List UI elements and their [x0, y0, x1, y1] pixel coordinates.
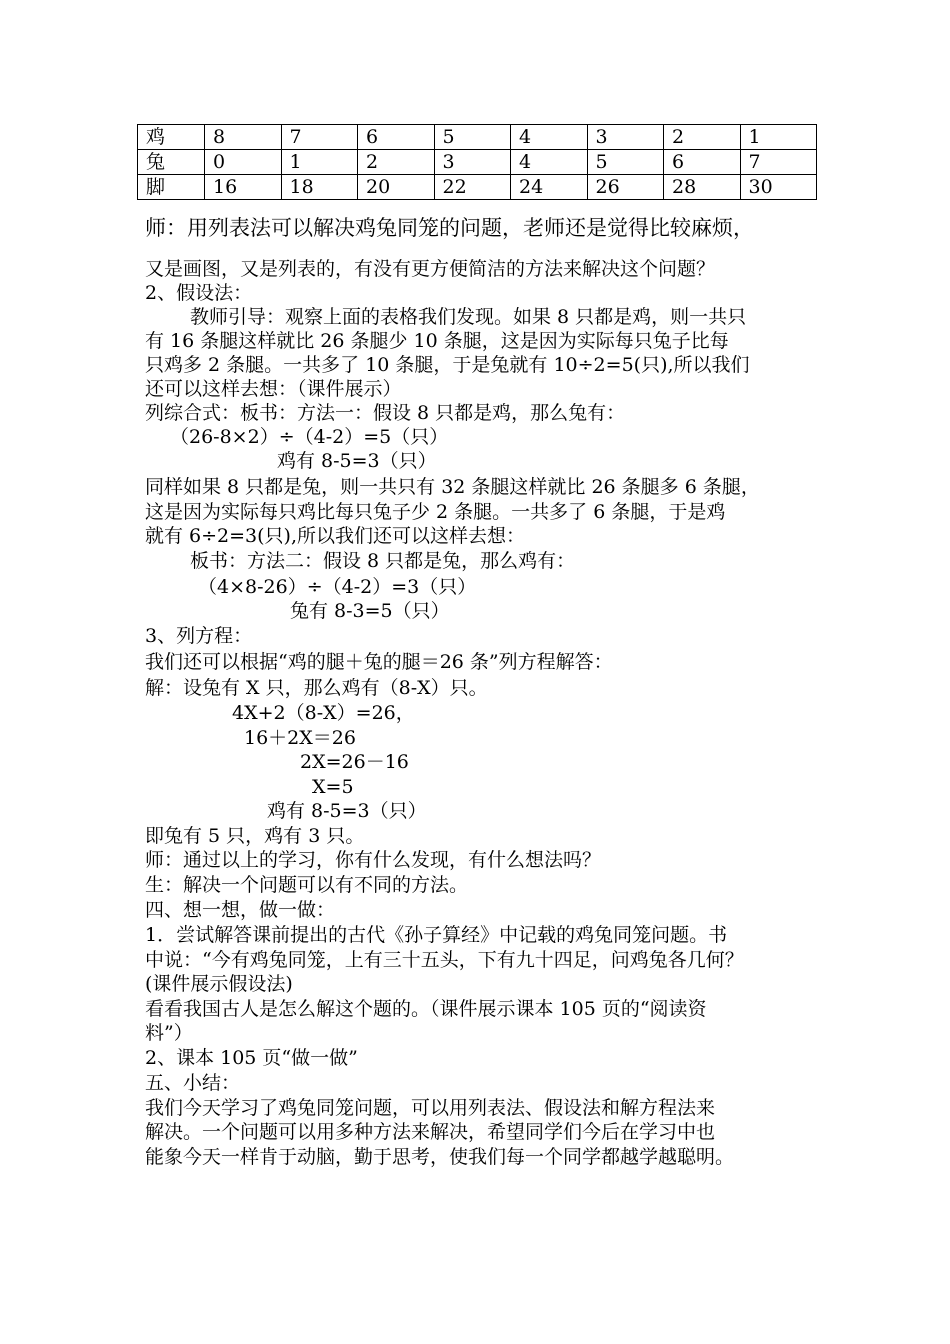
table-cell: 24: [511, 175, 588, 200]
table-cell: 6: [664, 150, 741, 175]
text-line: 师：通过以上的学习，你有什么发现，有什么想法吗？: [145, 849, 602, 871]
chicken-rabbit-table: [137, 124, 817, 200]
table-row: [138, 150, 817, 175]
table-cell: 22: [434, 175, 511, 200]
table-cell: 28: [664, 175, 741, 200]
equation-line: 4X+2（8-X）=26，: [232, 702, 415, 724]
text-line: 教师引导：观察上面的表格我们发现。如果 8 只都是鸡，则一共只: [190, 306, 747, 328]
section-heading: 五、小结：: [145, 1072, 241, 1094]
formula-line: （4×8-26）÷（4-2）=3（只）: [198, 576, 477, 598]
text-line: 只鸡多 2 条腿。一共多了 10 条腿，于是兔就有 10÷2=5(只),所以我们: [145, 354, 750, 376]
text-line: 师：用列表法可以解决鸡兔同笼的问题，老师还是觉得比较麻烦，: [145, 216, 754, 240]
table-cell: 7: [740, 150, 817, 175]
text-line: 解决。一个问题可以用多种方法来解决，希望同学们今后在学习中也: [145, 1121, 716, 1143]
table-cell: 7: [281, 125, 358, 150]
table-cell: 8: [205, 125, 282, 150]
section-heading: 2、假设法：: [145, 282, 253, 304]
equation-line: 2X=26－16: [300, 751, 409, 773]
section-heading: 3、列方程：: [145, 625, 253, 647]
table-cell: 30: [740, 175, 817, 200]
table-cell: 2: [358, 150, 435, 175]
row-label: 鸡: [138, 125, 205, 150]
text-line: 有 16 条腿这样就比 26 条腿少 10 条腿，这是因为实际每只兔子比每: [145, 330, 729, 352]
row-label: 脚: [138, 175, 205, 200]
table-cell: 26: [587, 175, 664, 200]
text-line: 能象今天一样肯于动脑，勤于思考，使我们每一个同学都越学越聪明。: [145, 1146, 735, 1168]
table-cell: 5: [434, 125, 511, 150]
text-line: 2、课本 105 页“做一做”: [145, 1047, 358, 1069]
table-cell: 20: [358, 175, 435, 200]
formula-line: 兔有 8-3=5（只）: [290, 600, 450, 622]
table-cell: 4: [511, 150, 588, 175]
text-line: 即兔有 5 只，鸡有 3 只。: [145, 825, 365, 847]
text-line: 解：设兔有 X 只，那么鸡有（8-X）只。: [145, 677, 488, 699]
table-cell: 1: [740, 125, 817, 150]
equation-line: 鸡有 8-5=3（只）: [267, 800, 427, 822]
table-cell: 5: [587, 150, 664, 175]
text-line: 我们还可以根据“鸡的腿＋兔的腿＝26 条”列方程解答：: [145, 651, 613, 673]
section-heading: 四、想一想，做一做：: [145, 899, 336, 921]
formula-line: 鸡有 8-5=3（只）: [277, 450, 437, 472]
table-cell: 18: [281, 175, 358, 200]
table-cell: 3: [587, 125, 664, 150]
text-line: 料”）: [145, 1022, 193, 1044]
table-row: [138, 125, 817, 150]
table-cell: 1: [281, 150, 358, 175]
text-line: 又是画图，又是列表的，有没有更方便简洁的方法来解决这个问题？: [145, 258, 716, 280]
equation-line: 16＋2X＝26: [244, 727, 356, 749]
table-cell: 3: [434, 150, 511, 175]
formula-line: （26-8×2）÷（4-2）=5（只）: [170, 426, 449, 448]
text-line: 生：解决一个问题可以有不同的方法。: [145, 874, 469, 896]
table-row: [138, 175, 817, 200]
text-line: 这是因为实际每只鸡比每只兔子少 2 条腿。一共多了 6 条腿，于是鸡: [145, 501, 726, 523]
table-cell: 16: [205, 175, 282, 200]
text-line: 看看我国古人是怎么解这个题的。（课件展示课本 105 页的“阅读资: [145, 998, 707, 1020]
text-line: 板书：方法二：假设 8 只都是兔，那么鸡有：: [190, 550, 576, 572]
text-line: (课件展示假设法): [145, 973, 293, 995]
text-line: 1．尝试解答课前提出的古代《孙子算经》中记载的鸡兔同笼问题。书: [145, 924, 728, 946]
table-cell: 2: [664, 125, 741, 150]
text-line: 我们今天学习了鸡兔同笼问题，可以用列表法、假设法和解方程法来: [145, 1097, 716, 1119]
table-cell: 4: [511, 125, 588, 150]
text-line: 就有 6÷2=3(只),所以我们还可以这样去想：: [145, 525, 526, 547]
text-line: 中说：“今有鸡兔同笼，上有三十五头，下有九十四足，问鸡兔各几何？: [145, 949, 744, 971]
text-line: 列综合式：板书：方法一：假设 8 只都是鸡，那么兔有：: [145, 402, 626, 424]
text-line: 同样如果 8 只都是兔，则一共只有 32 条腿这样就比 26 条腿多 6 条腿，: [145, 476, 760, 498]
equation-line: X=5: [312, 776, 354, 798]
table-cell: 0: [205, 150, 282, 175]
row-label: 兔: [138, 150, 205, 175]
text-line: 还可以这样去想：（课件展示）: [145, 378, 402, 400]
table-cell: 6: [358, 125, 435, 150]
